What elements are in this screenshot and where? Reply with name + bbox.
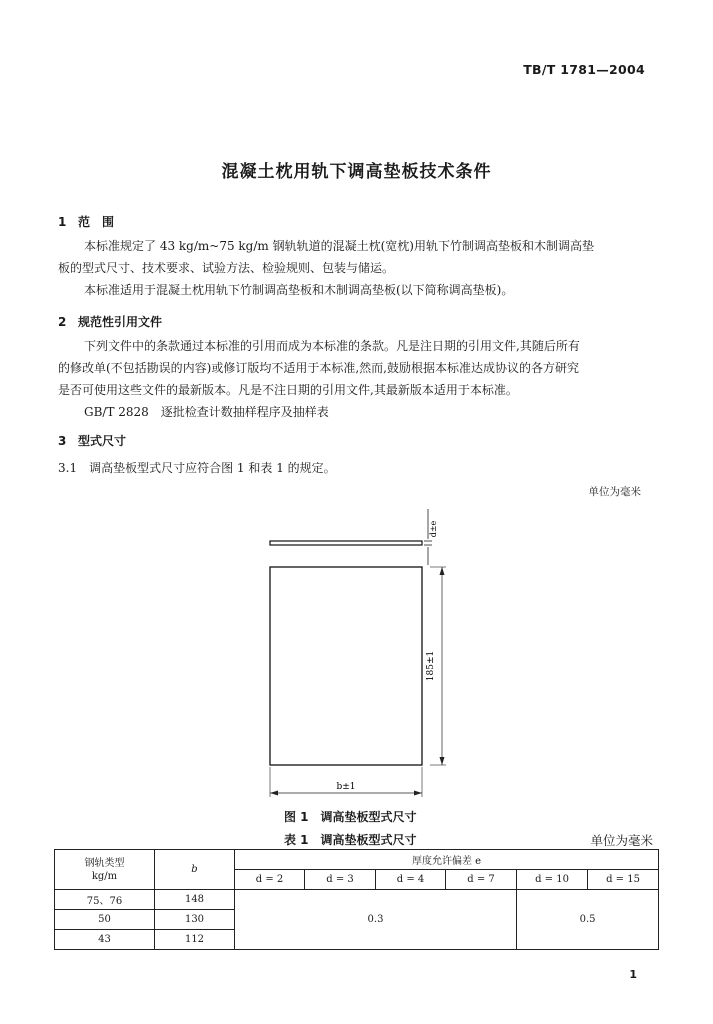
section-2-number: 2	[58, 315, 67, 329]
table-1	[54, 849, 659, 950]
rail-type-cell: 75、76	[55, 890, 155, 910]
section-1-title: 范 围	[78, 215, 115, 229]
table-header-row-1	[55, 850, 659, 870]
height-arrowhead-top	[440, 567, 445, 575]
section-1-heading	[58, 213, 114, 230]
header-d-3: d = 3	[305, 870, 376, 890]
clause-3-1-number: 3.1	[58, 461, 78, 475]
header-rail-type-unit: kg/m	[91, 870, 118, 882]
section-3-number: 3	[58, 434, 67, 448]
b-cell: 112	[155, 930, 235, 950]
b-cell: 130	[155, 910, 235, 930]
tolerance-cell-small: 0.3	[235, 890, 517, 950]
section-2-para-line-3: 是否可使用这些文件的最新版本。凡是不注日期的引用文件,其最新版本适用于本标准。	[58, 383, 518, 397]
header-d-10: d = 10	[517, 870, 588, 890]
thickness-label: d±e	[429, 520, 438, 538]
header-d-4: d = 4	[376, 870, 446, 890]
width-arrowhead-left	[270, 791, 278, 796]
header-rail-type	[55, 850, 155, 890]
table-1-unit: 单位为毫米	[590, 833, 653, 848]
clause-3-1-text: 调高垫板型式尺寸应符合图 1 和表 1 的规定。	[89, 461, 336, 475]
table-1-caption: 表 1 调高垫板型式尺寸	[284, 833, 417, 847]
header-d-15: d = 15	[588, 870, 659, 890]
figure-1-drawing	[250, 505, 480, 805]
rail-type-cell: 43	[55, 930, 155, 950]
section-1-para-1-line-1: 本标准规定了 43 kg/m~75 kg/m 钢轨轨道的混凝土枕(宽枕)用轨下竹制调高垫板和木制调高垫	[84, 239, 594, 253]
b-cell: 148	[155, 890, 235, 910]
figure-1-caption: 图 1 调高垫板型式尺寸	[284, 810, 417, 824]
section-2-para-line-1: 下列文件中的条款通过本标准的引用而成为本标准的条款。凡是注日期的引用文件,其随后所有	[84, 339, 580, 353]
section-3-title: 型式尺寸	[78, 434, 127, 448]
normative-reference: GB/T 2828 逐批检查计数抽样程序及抽样表	[84, 405, 329, 419]
width-arrowhead-right	[414, 791, 422, 796]
page-number: 1	[629, 968, 637, 981]
table-row	[55, 890, 659, 910]
header-d-2: d = 2	[235, 870, 305, 890]
section-2-title: 规范性引用文件	[78, 315, 163, 329]
header-tolerance: 厚度允许偏差 e	[235, 850, 659, 870]
section-1-para-2: 本标准适用于混凝土枕用轨下竹制调高垫板和木制调高垫板(以下简称调高垫板)。	[84, 283, 514, 297]
height-arrowhead-bottom	[440, 757, 445, 765]
figure-unit-note: 单位为毫米	[588, 486, 641, 498]
section-1-para-1-line-2: 板的型式尺寸、技术要求、试验方法、检验规则、包装与储运。	[58, 261, 395, 275]
header-rail-type-label: 钢轨类型	[84, 857, 125, 869]
section-3-heading	[58, 432, 126, 449]
header-d-7: d = 7	[446, 870, 517, 890]
section-2-para-line-2: 的修改单(不包括勘误的内容)或修订版均不适用于本标准,然而,鼓励根据本标准达成协议的各方研究	[58, 361, 579, 375]
height-label: 185±1	[426, 650, 436, 682]
section-1-number: 1	[58, 215, 67, 229]
header-b: b	[155, 850, 235, 890]
clause-3-1	[58, 458, 336, 479]
plate-top-view	[270, 567, 422, 765]
rail-type-cell: 50	[55, 910, 155, 930]
plate-side-view	[270, 541, 422, 545]
standard-number: TB/T 1781—2004	[523, 62, 645, 77]
section-2-heading	[58, 313, 162, 330]
tolerance-cell-large: 0.5	[517, 890, 659, 950]
width-label: b±1	[336, 782, 356, 792]
document-title: 混凝土枕用轨下调高垫板技术条件	[221, 162, 492, 182]
